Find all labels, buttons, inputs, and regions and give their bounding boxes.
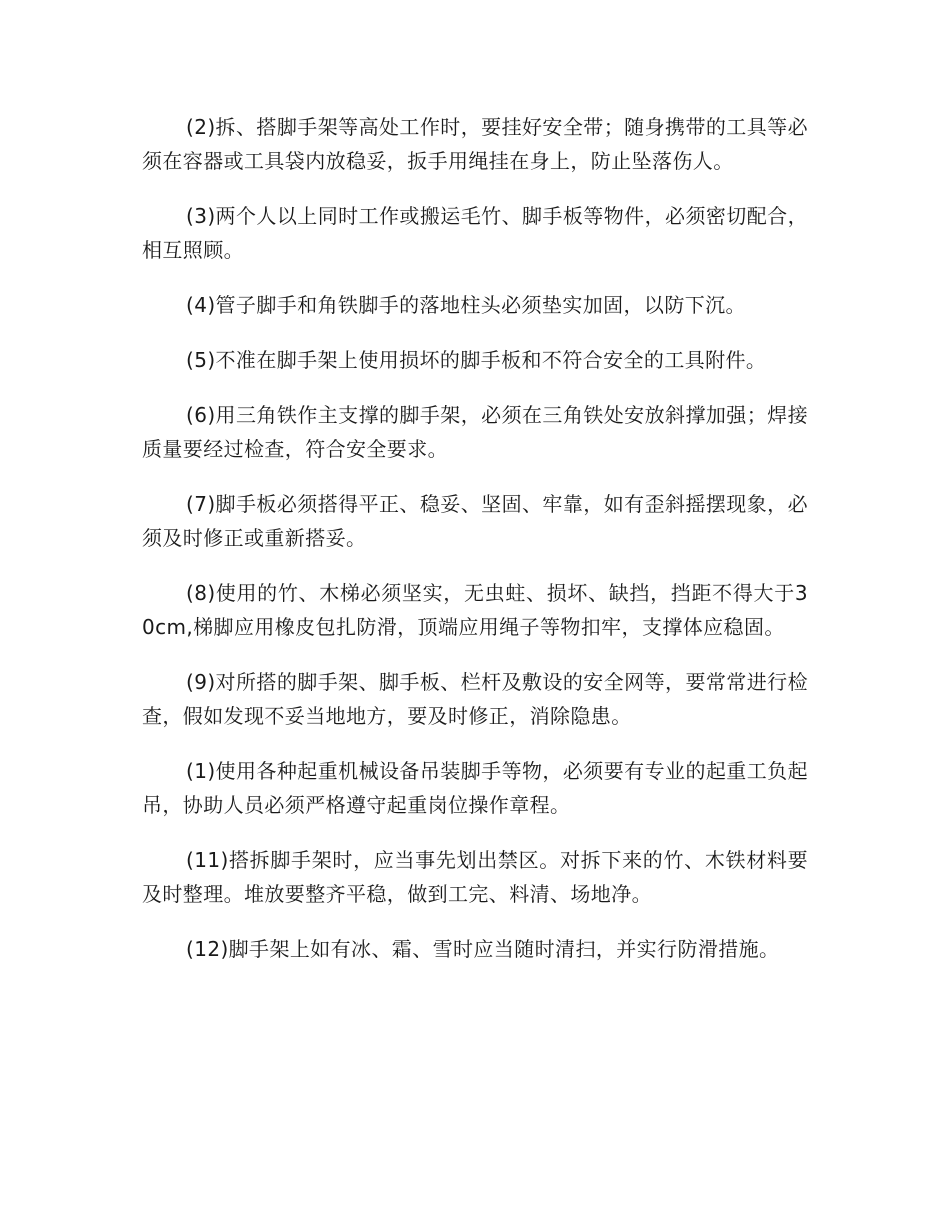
paragraph-item-5: (5)不准在脚手架上使用损坏的脚手板和不符合安全的工具附件。 bbox=[186, 348, 767, 372]
paragraph-item-12: (12)脚手架上如有冰、霜、雪时应当随时清扫，并实行防滑措施。 bbox=[186, 937, 780, 961]
paragraph-item-2: (2)拆、搭脚手架等高处工作时，要挂好安全带；随身携带的工具等必须在容器或工具袋内放稳妥，扳手用绳挂在身上，防止坠落伤人。 bbox=[142, 115, 808, 173]
paragraph-item-11: (11)搭拆脚手架时，应当事先划出禁区。对拆下来的竹、木铁材料要及时整理。堆放要整齐平稳，做到工完、料清、场地净。 bbox=[142, 848, 808, 906]
document-page bbox=[142, 110, 808, 987]
paragraph-item-1: (1)使用各种起重机械设备吊装脚手等物，必须要有专业的起重工负起吊，协助人员必须严格遵守起重岗位操作章程。 bbox=[142, 759, 808, 817]
paragraph-item-3: (3)两个人以上同时工作或搬运毛竹、脚手板等物件，必须密切配合，相互照顾。 bbox=[142, 204, 808, 262]
paragraph-item-6: (6)用三角铁作主支撑的脚手架，必须在三角铁处安放斜撑加强；焊接质量要经过检查，符合安全要求。 bbox=[142, 403, 808, 461]
paragraph-item-9: (9)对所搭的脚手架、脚手板、栏杆及敷设的安全网等，要常常进行检查，假如发现不妥当地地方，要及时修正，消除隐患。 bbox=[142, 670, 808, 728]
paragraph-item-7: (7)脚手板必须搭得平正、稳妥、坚固、牢靠，如有歪斜摇摆现象，必须及时修正或重新搭妥。 bbox=[142, 492, 808, 550]
paragraph-item-4: (4)管子脚手和角铁脚手的落地柱头必须垫实加固，以防下沉。 bbox=[186, 293, 746, 317]
paragraph-item-8: (8)使用的竹、木梯必须坚实，无虫蛀、损坏、缺挡，挡距不得大于30cm,梯脚应用橡皮包扎防滑，顶端应用绳子等物扣牢，支撑体应稳固。 bbox=[142, 581, 808, 639]
